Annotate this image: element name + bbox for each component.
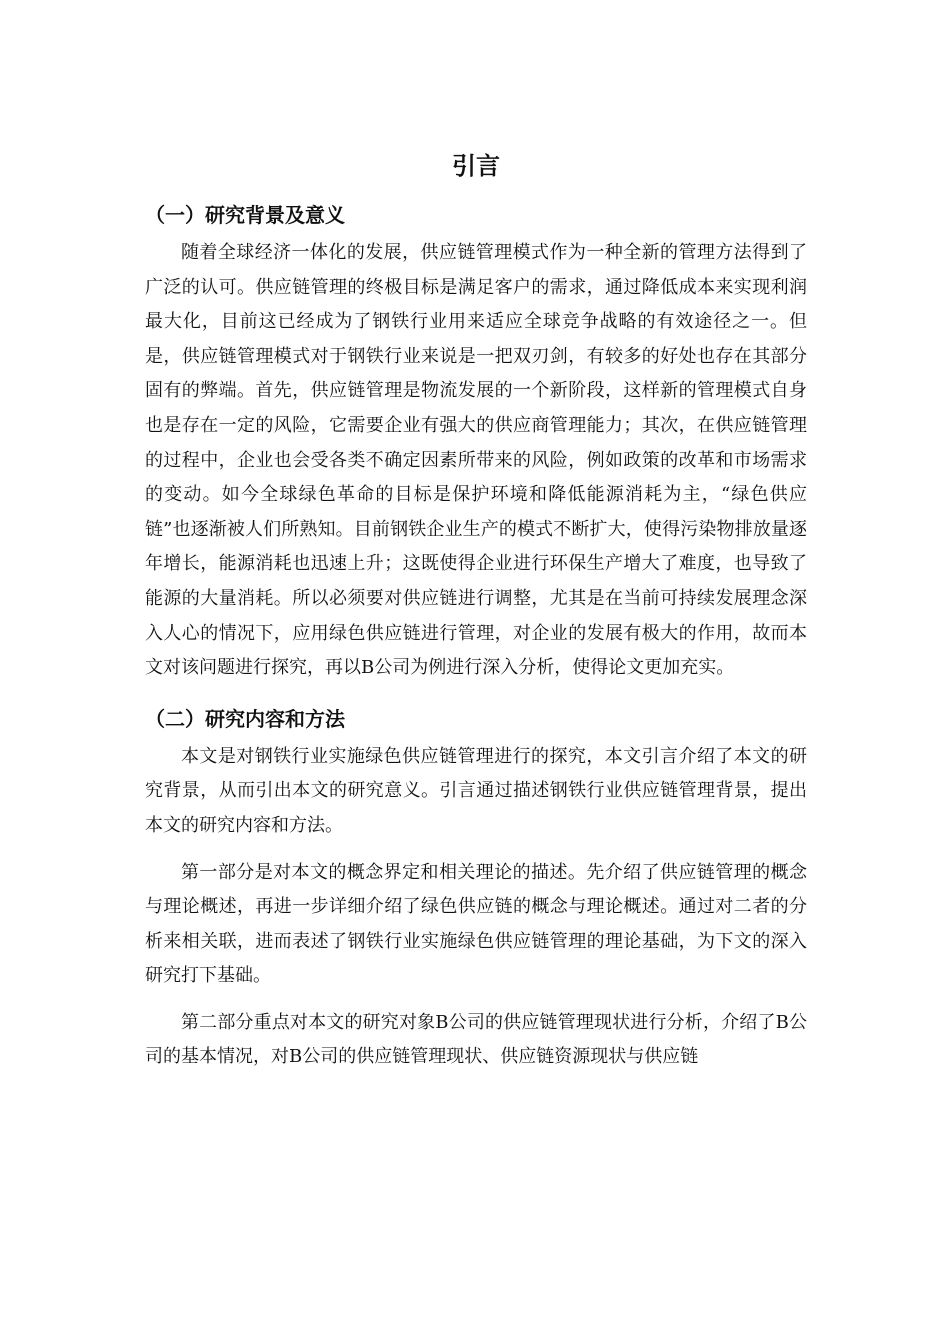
paragraph-overview: 本文是对钢铁行业实施绿色供应链管理进行的探究，本文引言介绍了本文的研究背景，从而引出本文的研究意义。引言通过描述钢铁行业供应链管理背景，提出本文的研究内容和方法。 xyxy=(145,745,807,836)
paragraph-part-one: 第一部分是对本文的概念界定和相关理论的描述。先介绍了供应链管理的概念与理论概述，再进一步详细介绍了绿色供应链的概念与理论概述。通过对二者的分析来相关联，进而表述了钢铁行业实施绿色供应链管理的理论基础，为下文的深入研究打下基础。 xyxy=(145,861,807,987)
chapter-title: 引言 xyxy=(452,152,500,180)
paragraph-part-two: 第二部分重点对本文的研究对象B公司的供应链管理现状进行分析，介绍了B公司的基本情况，对B公司的供应链管理现状、供应链资源现状与供应链 xyxy=(145,1011,807,1068)
paragraph-background: 随着全球经济一体化的发展，供应链管理模式作为一种全新的管理方法得到了广泛的认可。供应链管理的终极目标是满足客户的需求，通过降低成本来实现利润最大化，目前这已经成为了钢铁行业用来适应全球竞争战略的有效途径之一。但是，供应链管理模式对于钢铁行业来说是一把双刃剑，有较多的好处也存在其部分固有的弊端。首先，供应链管理是物流发展的一个新阶段，这样新的管理模式自身也是存在一定的风险，它需要企业有强大的供应商管理能力；其次，在供应链管理的过程中，企业也会受各类不确定因素所带来的风险，例如政策的改革和市场需求的变动。如今全球绿色革命的目标是保护环境和降低能源消耗为主，“绿色供应链”也逐渐被人们所熟知。目前钢铁企业生产的模式不断扩大，使得污染物排放量逐年增长，能源消耗也迅速上升；这既使得企业进行环保生产增大了难度，也导致了能源的大量消耗。所以必须要对供应链进行调整，尤其是在当前可持续发展理念深入人心的情况下，应用绿色供应链进行管理，对企业的发展有极大的作用，故而本文对该问题进行探究，再以B公司为例进行深入分析，使得论文更加充实。 xyxy=(145,242,807,679)
page-body xyxy=(145,146,807,1087)
section-heading-content-method: （二）研究内容和方法 xyxy=(145,706,345,731)
section-heading-background: （一）研究背景及意义 xyxy=(145,203,345,227)
